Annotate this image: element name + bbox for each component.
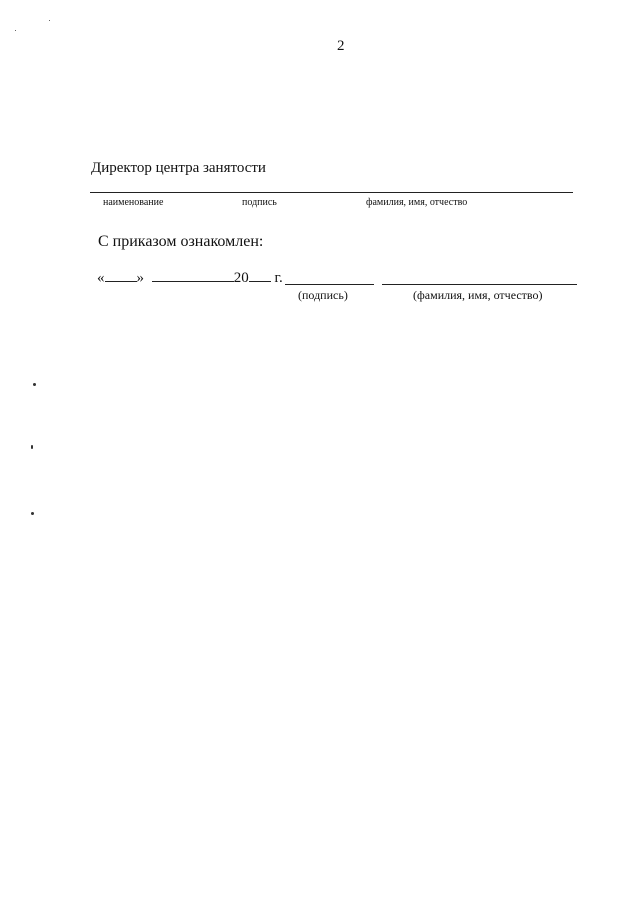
date-close-quote: » [136,270,144,286]
year-prefix: 20 [233,270,249,286]
scan-speck [31,512,34,515]
page-number: 2 [337,38,345,54]
acknowledgement-date-row [97,267,283,287]
acknowledgement-signature-line [285,284,374,285]
director-title: Директор центра занятости [91,160,266,176]
caption-signature: подпись [242,197,277,208]
caption-full-name-ack: (фамилия, имя, отчество) [413,288,543,302]
year-blank [249,267,271,282]
scan-speck [33,383,36,386]
acknowledgement-full-name-line [382,284,577,285]
year-suffix: г. [274,270,283,286]
caption-name: наименование [103,197,164,208]
director-signature-line [90,192,573,193]
day-blank [105,267,137,282]
acknowledgement-heading: С приказом ознакомлен: [98,233,264,250]
scan-speck [49,20,50,21]
date-open-quote: « [97,270,105,286]
caption-full-name: фамилия, имя, отчество [366,197,468,208]
month-blank [152,267,234,282]
scan-speck [15,30,16,31]
scan-speck [31,445,33,449]
caption-signature-ack: (подпись) [298,288,348,302]
